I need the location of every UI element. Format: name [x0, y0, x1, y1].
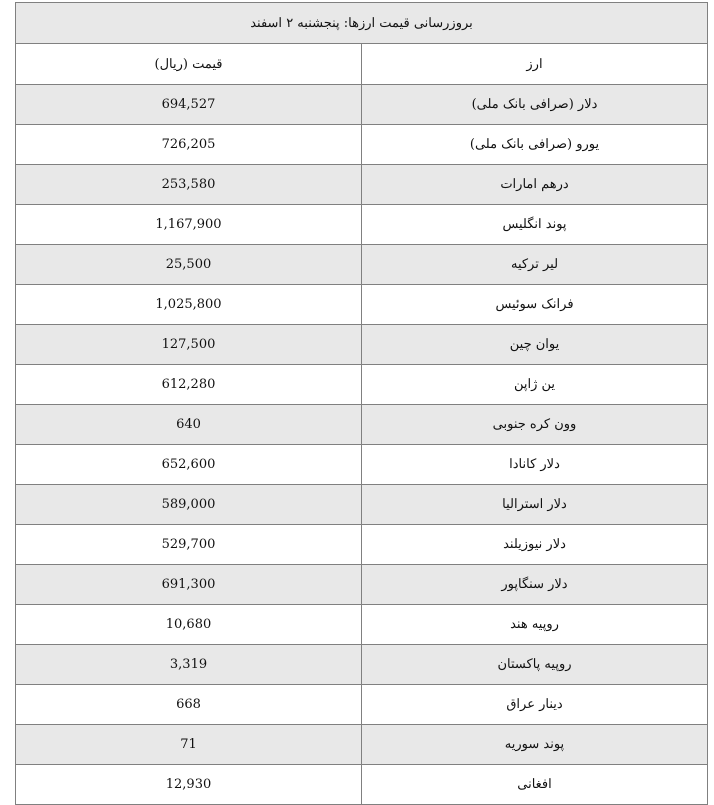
currency-name-cell: دلار نیوزیلند: [362, 525, 708, 565]
currency-name-cell: یورو (صرافی بانک ملی): [362, 125, 708, 165]
currency-price-cell: [16, 405, 362, 445]
table-row: [16, 325, 708, 365]
table-row: [16, 445, 708, 485]
price-value: 253,580: [161, 177, 216, 192]
price-value: 1,025,800: [155, 297, 222, 312]
price-value: 668: [176, 697, 201, 712]
table-body: [16, 3, 708, 805]
currency-name-cell: دینار عراق: [362, 685, 708, 725]
currency-price-cell: [16, 445, 362, 485]
table-row: [16, 645, 708, 685]
currency-price-cell: [16, 725, 362, 765]
price-value: 652,600: [161, 457, 216, 472]
table-row: [16, 205, 708, 245]
price-value: 3,319: [169, 657, 208, 672]
currency-name-cell: ین ژاپن: [362, 365, 708, 405]
table-row: [16, 125, 708, 165]
currency-price-cell: [16, 565, 362, 605]
currency-rates-table: [15, 2, 708, 805]
price-value: 589,000: [161, 497, 216, 512]
currency-name-cell: یوان چین: [362, 325, 708, 365]
table-header-row: [16, 44, 708, 85]
currency-name-cell: پوند انگلیس: [362, 205, 708, 245]
table-row: [16, 285, 708, 325]
currency-price-cell: [16, 525, 362, 565]
table-row: [16, 85, 708, 125]
currency-price-cell: [16, 125, 362, 165]
currency-name-cell: فرانک سوئیس: [362, 285, 708, 325]
table-row: [16, 365, 708, 405]
table-row: [16, 245, 708, 285]
currency-name-cell: دلار (صرافی بانک ملی): [362, 85, 708, 125]
currency-price-cell: [16, 485, 362, 525]
currency-name-cell: دلار استرالیا: [362, 485, 708, 525]
price-value: 612,280: [161, 377, 216, 392]
currency-price-cell: [16, 685, 362, 725]
currency-price-cell: [16, 245, 362, 285]
table-title: بروزرسانی قیمت ارزها: پنجشنبه ۲ اسفند: [16, 3, 708, 44]
price-value: 694,527: [161, 97, 216, 112]
currency-name-cell: دلار کانادا: [362, 445, 708, 485]
currency-price-cell: [16, 765, 362, 805]
table-row: [16, 565, 708, 605]
currency-price-cell: [16, 605, 362, 645]
currency-name-cell: روپیه هند: [362, 605, 708, 645]
table-row: [16, 725, 708, 765]
table-title-row: [16, 3, 708, 44]
currency-price-cell: [16, 645, 362, 685]
currency-price-cell: [16, 205, 362, 245]
price-value: 726,205: [161, 137, 216, 152]
table-row: [16, 525, 708, 565]
column-header-currency: ارز: [362, 44, 708, 85]
price-value: 691,300: [161, 577, 216, 592]
column-header-price: قیمت (ریال): [16, 44, 362, 85]
currency-price-cell: [16, 325, 362, 365]
currency-name-cell: روپیه پاکستان: [362, 645, 708, 685]
currency-price-cell: [16, 285, 362, 325]
currency-name-cell: افغانی: [362, 765, 708, 805]
table-row: [16, 685, 708, 725]
table-row: [16, 485, 708, 525]
price-value: 71: [180, 737, 197, 752]
currency-name-cell: درهم امارات: [362, 165, 708, 205]
table-row: [16, 165, 708, 205]
currency-name-cell: لیر ترکیه: [362, 245, 708, 285]
price-value: 10,680: [165, 617, 212, 632]
currency-price-cell: [16, 365, 362, 405]
price-value: 529,700: [161, 537, 216, 552]
table-row: [16, 405, 708, 445]
price-value: 1,167,900: [155, 217, 222, 232]
currency-name-cell: دلار سنگاپور: [362, 565, 708, 605]
price-value: 12,930: [165, 777, 212, 792]
price-value: 640: [176, 417, 201, 432]
currency-name-cell: وون کره جنوبی: [362, 405, 708, 445]
table-row: [16, 765, 708, 805]
currency-price-cell: [16, 165, 362, 205]
price-value: 25,500: [165, 257, 212, 272]
price-value: 127,500: [161, 337, 216, 352]
currency-price-cell: [16, 85, 362, 125]
table-row: [16, 605, 708, 645]
currency-name-cell: پوند سوریه: [362, 725, 708, 765]
